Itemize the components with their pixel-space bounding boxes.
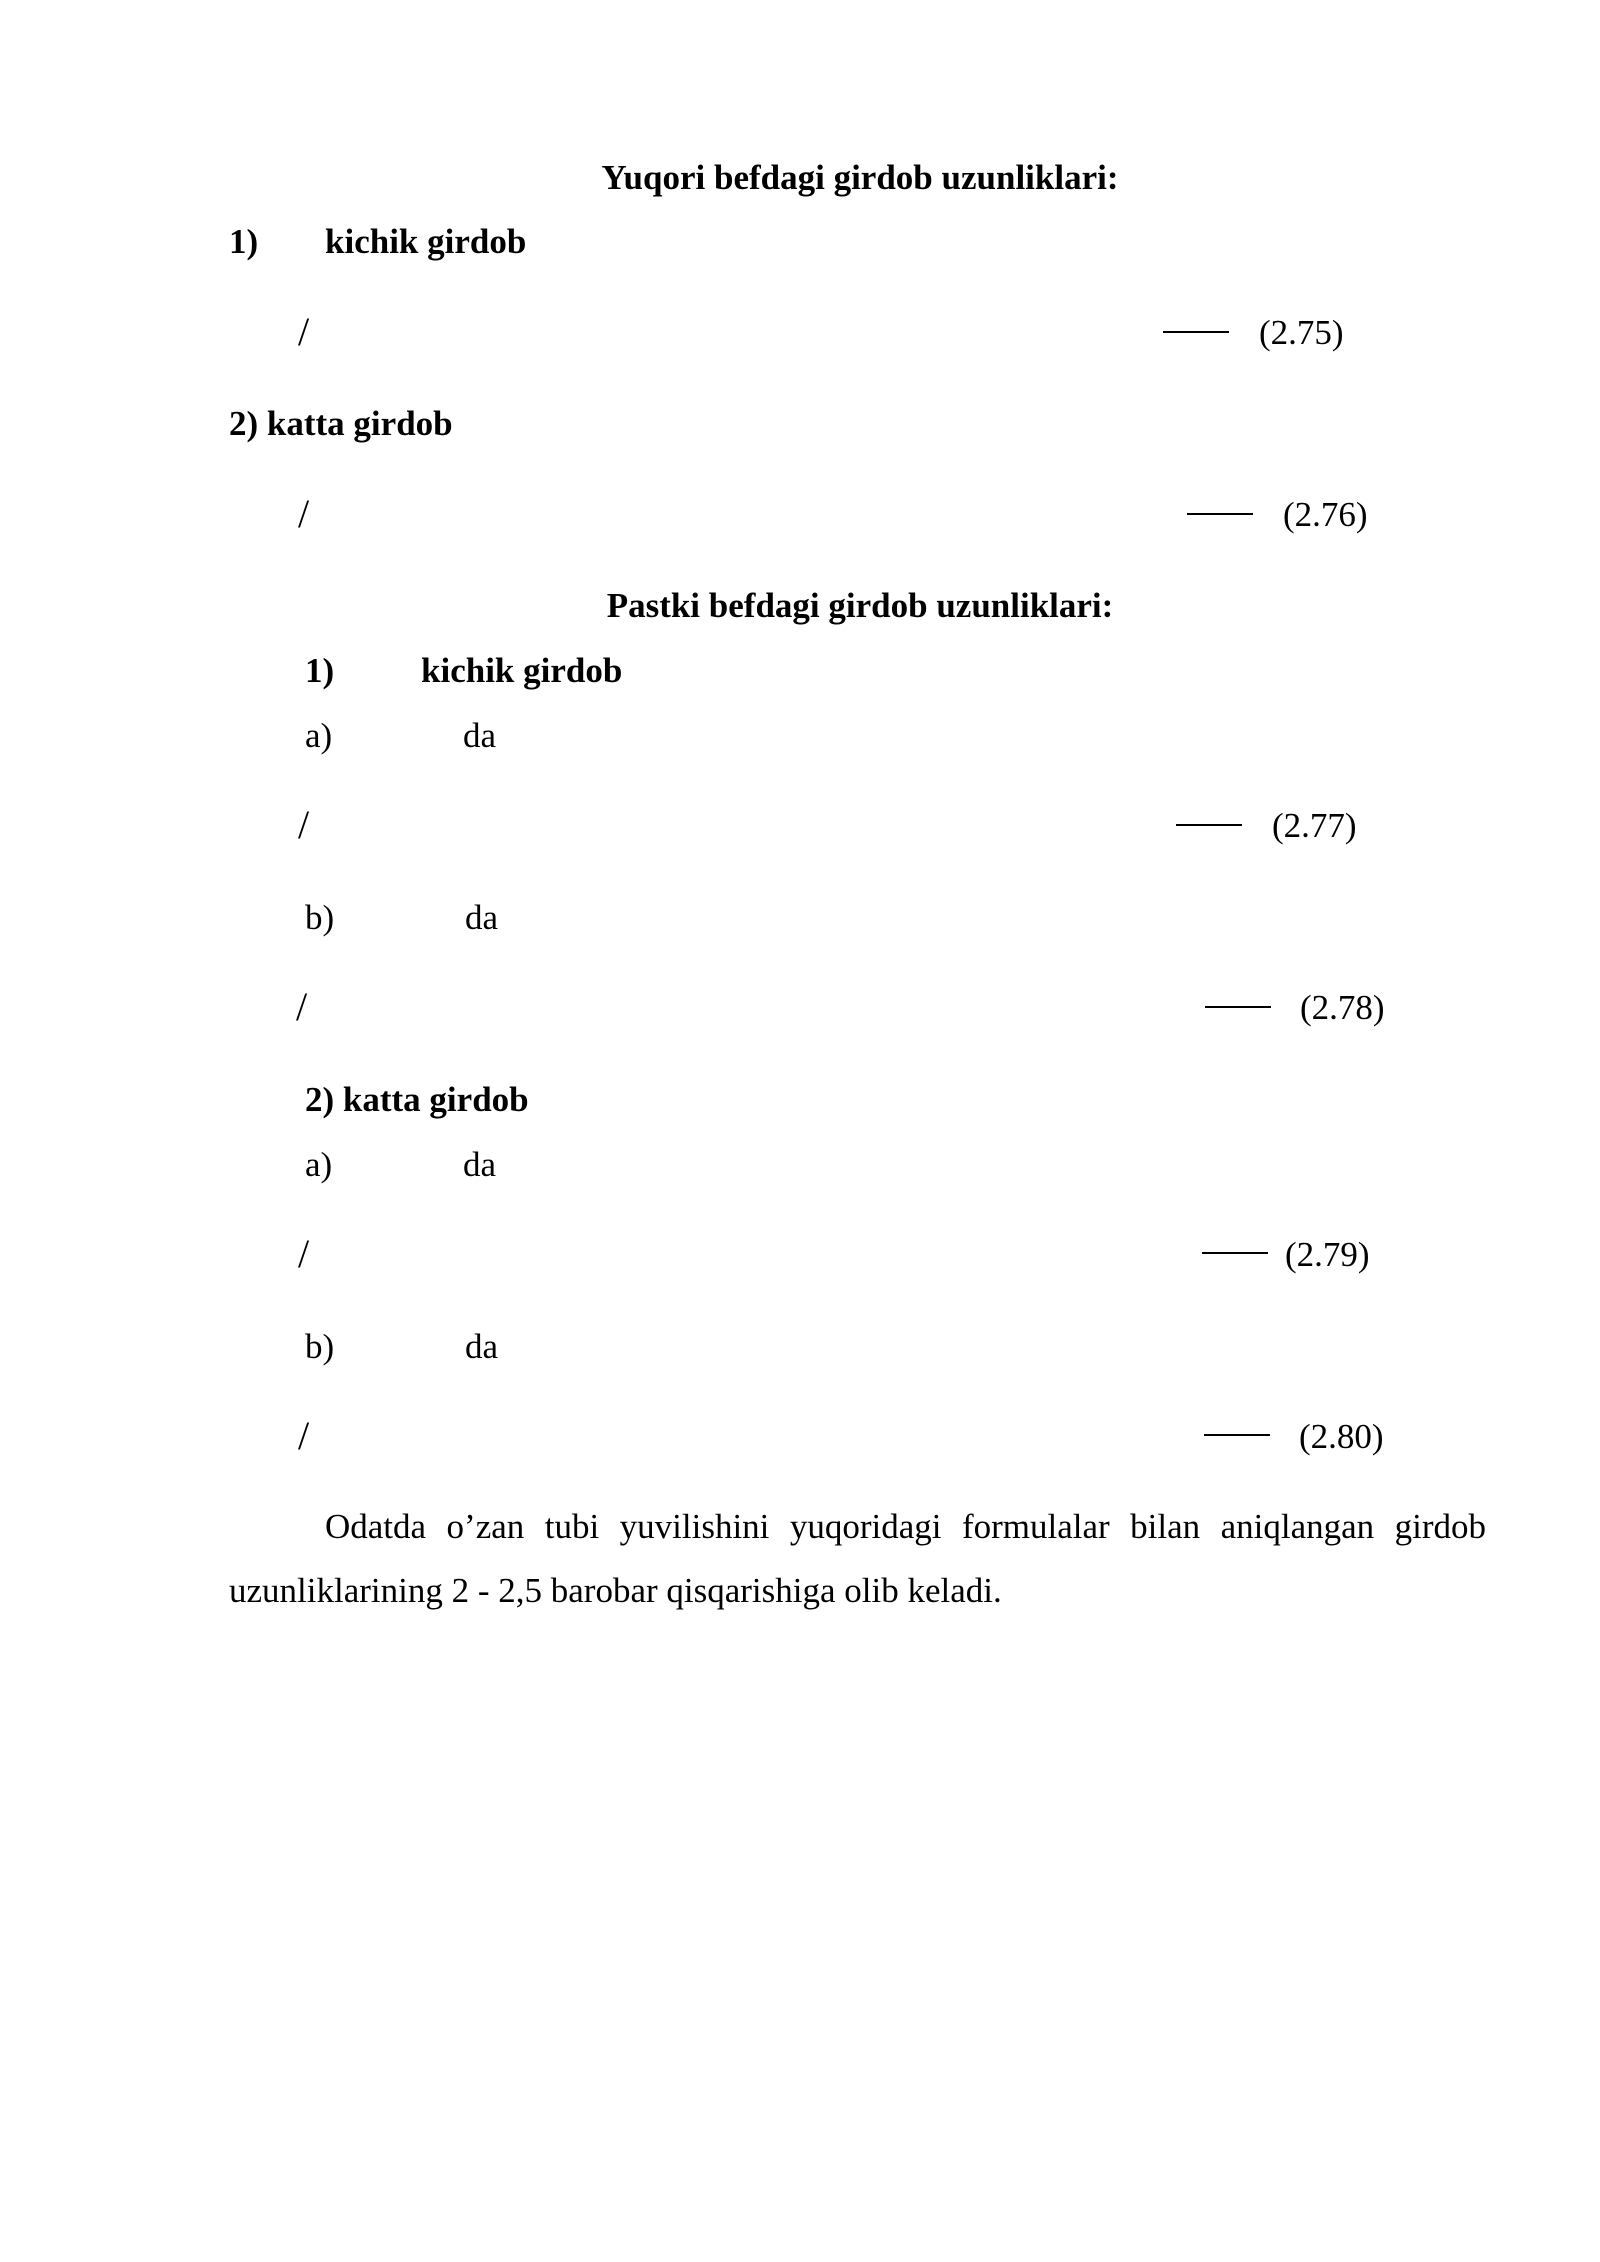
lower-item1-case-b-text: da bbox=[465, 898, 499, 937]
lower-item1-label: kichik girdob bbox=[421, 651, 623, 690]
lower-item1-case-b-marker: b) bbox=[305, 898, 335, 937]
equation-number-2-75: (2.75) bbox=[1259, 313, 1344, 352]
lower-formula-1b-slash: / bbox=[296, 984, 308, 1029]
upper-formula-2-fraction-bar bbox=[1187, 513, 1253, 515]
equation-number-2-77: (2.77) bbox=[1272, 806, 1357, 845]
lower-item1-number: 1) bbox=[305, 651, 335, 690]
lower-item2-case-a-text: da bbox=[463, 1145, 497, 1184]
equation-number-2-76: (2.76) bbox=[1283, 495, 1368, 534]
lower-item2-case-a-marker: a) bbox=[305, 1145, 333, 1184]
lower-formula-1a-slash: / bbox=[298, 802, 310, 847]
upper-item2-label: 2) katta girdob bbox=[229, 404, 453, 443]
lower-item1-case-a-text: da bbox=[463, 716, 497, 755]
lower-item2-label: 2) katta girdob bbox=[305, 1080, 529, 1119]
lower-item2-case-b-marker: b) bbox=[305, 1327, 335, 1366]
lower-item1-case-a-marker: a) bbox=[305, 716, 333, 755]
equation-number-2-79: (2.79) bbox=[1285, 1235, 1370, 1274]
lower-formula-2b-fraction-bar bbox=[1204, 1434, 1270, 1436]
upper-section-title: Yuqori befdagi girdob uzunliklari: bbox=[601, 158, 1119, 197]
upper-formula-1-fraction-bar bbox=[1163, 331, 1229, 333]
lower-section-title: Pastki befdagi girdob uzunliklari: bbox=[606, 586, 1114, 625]
lower-item2-case-b-text: da bbox=[465, 1327, 499, 1366]
equation-number-2-78: (2.78) bbox=[1300, 988, 1385, 1027]
upper-item1-label: kichik girdob bbox=[325, 222, 527, 261]
lower-formula-2a-slash: / bbox=[298, 1231, 310, 1276]
upper-formula-2-slash: / bbox=[298, 491, 310, 536]
lower-formula-2a-fraction-bar bbox=[1202, 1252, 1268, 1254]
closing-paragraph: Odatda o’zan tubi yuvilishini yuqoridagi formulalar bilan aniqlangan girdob uzunliklarining 2 - 2,5 barobar qisqarishiga olib keladi. bbox=[229, 1507, 1486, 1610]
upper-formula-1-slash: / bbox=[298, 309, 310, 354]
lower-formula-1a-fraction-bar bbox=[1176, 824, 1242, 826]
lower-formula-2b-slash: / bbox=[298, 1413, 310, 1458]
lower-formula-1b-fraction-bar bbox=[1205, 1006, 1271, 1008]
equation-number-2-80: (2.80) bbox=[1299, 1417, 1384, 1456]
upper-item1-number: 1) bbox=[229, 222, 259, 261]
